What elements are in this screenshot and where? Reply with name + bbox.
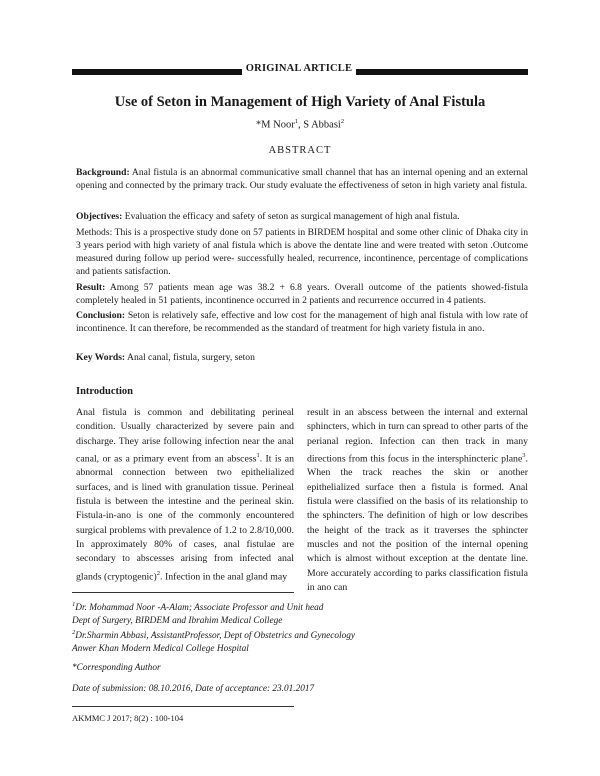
fn2-line1: Dr.Sharmin Abbasi, AssistantProfessor, Dept of Obstetrics and Gynecology — [75, 631, 356, 642]
header-bar-left — [72, 69, 242, 75]
result-text: Among 57 patients mean age was 38.2 + 6.8 years. Overall outcome of the patients showed-fistula completely healed in 51 patients, incontinence occurred in 2 patients and recurrence occurred in 4 patients. — [76, 282, 528, 306]
intro-right-sup-3: 3 — [522, 451, 526, 459]
author-sep: , S Abbasi — [297, 119, 341, 131]
footnote-2 — [72, 627, 528, 655]
intro-left-text-c: . Infection in the anal gland may — [160, 570, 288, 582]
author-line — [72, 118, 528, 131]
fn2-sup: 2 — [72, 629, 76, 636]
background-label: Background: — [76, 167, 130, 178]
background-text: Anal fistula is an abnormal communicative small channel that has an internal opening and an external opening and connected by the primary track. Our study evaluate the effectiveness of seton in high variety anal fistula. — [76, 167, 528, 191]
header-bar-right — [356, 69, 528, 75]
result-label: Result: — [76, 282, 106, 293]
abstract-result — [76, 281, 528, 307]
journal-citation: AKMMC J 2017; 8(2) : 100-104 — [72, 713, 184, 723]
intro-left-text-a: Anal fistula is common and debilitating perineal condition. Usually characterized by severe pain and discharge. They arise following infection near the anal canal, or as a primary event from an abscess — [76, 407, 294, 465]
keywords-text: Anal canal, fistula, surgery, seton — [125, 352, 255, 363]
article-title: Use of Seton in Management of High Variety of Anal Fistula — [114, 94, 486, 110]
intro-left-sup-2: 2 — [156, 569, 161, 577]
abstract-conclusion — [76, 309, 528, 335]
abstract-heading: ABSTRACT — [268, 145, 332, 156]
introduction-left-column — [76, 406, 294, 584]
submission-dates: Date of submission: 08.10.2016, Date of acceptance: 23.01.2017 — [72, 684, 315, 694]
objectives-text: Evaluation the efficacy and safety of seton as surgical management of high anal fistula. — [122, 211, 460, 222]
author-sup-2: 2 — [340, 118, 345, 125]
conclusion-label: Conclusion: — [76, 310, 126, 321]
objectives-label: Objectives: — [76, 211, 123, 222]
article-type-label: ORIGINAL ARTICLE — [245, 63, 353, 74]
intro-left-text-b: . It is an abnormal connection between two epithelialized surfaces, and is lined with granulation tissue. Perineal fistula is between the intestine and the perineal skin. Fistula-in-ano is one of the commonly encountered surgical problems with prevalence of 1.2 to 2.8/10,000. In approximately 80% of cases, anal fistulae are secondary to abscesses arising from infected anal glands (cryptogenic) — [76, 453, 294, 582]
fn1-line1: Dr. Mohammad Noor -A-Alam; Associate Professor and Unit head — [75, 603, 324, 614]
footnote-divider — [72, 592, 294, 593]
introduction-right-column — [307, 406, 528, 595]
abstract-background — [76, 166, 528, 192]
abstract-objectives — [76, 210, 528, 223]
fn1-line2: Dept of Surgery, BIRDEM and Ibrahim Medical College — [72, 615, 283, 626]
author-names: *M Noor — [255, 119, 295, 131]
journal-divider — [72, 706, 294, 707]
fn1-sup: 1 — [72, 601, 76, 608]
author-sup-1: 1 — [294, 118, 298, 125]
footnote-1 — [72, 599, 528, 627]
corresponding-author: *Corresponding Author — [72, 663, 161, 673]
abstract-keywords — [76, 351, 528, 364]
fn2-line2: Anwer Khan Modern Medical College Hospital — [72, 643, 249, 654]
intro-left-sup-1: 1 — [256, 451, 260, 459]
conclusion-text: Seton is relatively safe, effective and low cost for the management of high anal fistula with low rate of incontinence. It can therefore, be recommended as the standard of treatment for high variety fistula in ano. — [76, 310, 528, 334]
intro-right-text-a: result in an abscess between the internal and external sphincters, which in turn can spread to other parts of the perianal region. Infection can then track in many directions from this focus in the intersphincteric plane — [307, 407, 528, 465]
keywords-label: Key Words: — [76, 352, 126, 363]
introduction-heading: Introduction — [76, 386, 133, 397]
abstract-methods: Methods: This is a prospective study done on 57 patients in BIRDEM hospital and some other clinic of Dhaka city in 3 years period with high variety of anal fistula which is above the dentate line and were treated with seton .Outcome measured during follow up period were- successfully healed, recurrence, incontinence, percentage of complications and patients satisfaction. — [76, 227, 528, 277]
intro-right-text-b: . When the track reaches the skin or another epithelialized surface then a fistula is formed. Anal fistula were classified on the basis of its relationship to the sphincters. The definition of high or low describes the height of the track as it traverses the sphincter muscles and not the position of the internal opening which is almost without exception at the dentate line. More accurately according to parks classification fistula in ano can — [307, 453, 528, 593]
